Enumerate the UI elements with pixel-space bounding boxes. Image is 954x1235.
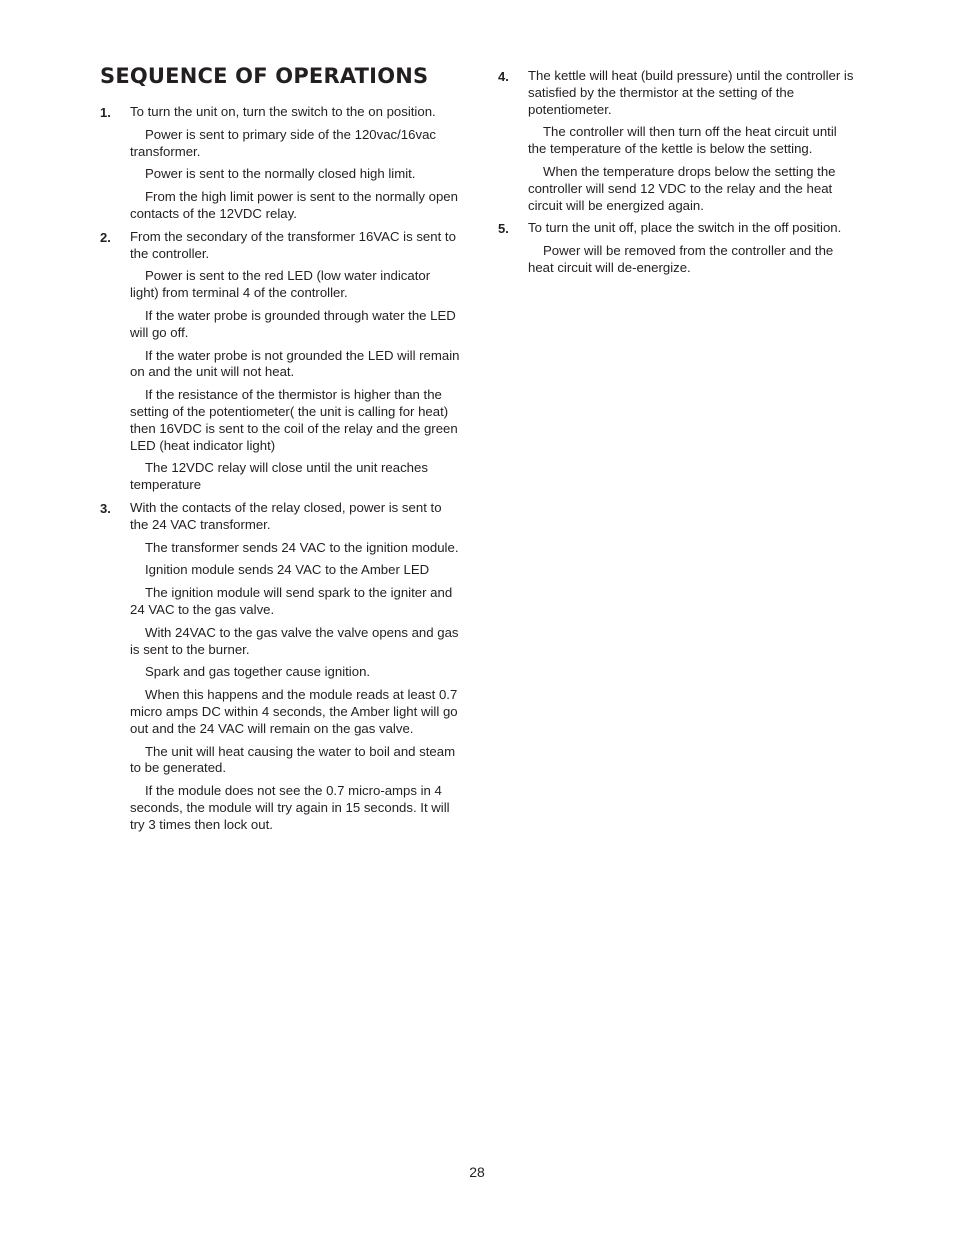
page-title: SEQUENCE OF OPERATIONS: [100, 63, 429, 89]
step-paragraph: When the temperature drops below the setting the controller will send 12 VDC to the relay and the heat circuit will be energized again.: [528, 163, 836, 213]
step-3: [100, 500, 460, 834]
step-paragraph: The 12VDC relay will close until the unit reaches temperature: [130, 460, 428, 493]
steps-list-left: [100, 104, 460, 839]
step-paragraph: If the module does not see the 0.7 micro-amps in 4 seconds, the module will try again in 15 seconds. It will try 3 times then lock out.: [130, 783, 450, 832]
step-number: 3.: [100, 500, 111, 516]
step-4: [498, 68, 854, 214]
step-paragraph: With the contacts of the relay closed, power is sent to the 24 VAC transformer.: [130, 499, 442, 532]
steps-list-right: [498, 68, 854, 283]
step-paragraph: Power is sent to the red LED (low water indicator light) from terminal 4 of the controller.: [130, 268, 431, 301]
step-paragraph: Power is sent to primary side of the 120vac/16vac transformer.: [130, 126, 437, 159]
step-paragraph: Ignition module sends 24 VAC to the Amber LED: [145, 562, 430, 578]
step-paragraph: If the water probe is grounded through water the LED will go off.: [130, 307, 456, 340]
step-paragraph: To turn the unit off, place the switch in the off position.: [528, 220, 842, 236]
step-paragraph: When this happens and the module reads at least 0.7 micro amps DC within 4 seconds, the Amber light will go out and the 24 VAC will remain on the gas valve.: [130, 687, 458, 736]
step-paragraph: The unit will heat causing the water to boil and steam to be generated.: [130, 743, 456, 776]
step-paragraph: If the water probe is not grounded the LED will remain on and the unit will not heat.: [130, 347, 460, 380]
step-paragraph: To turn the unit on, turn the switch to the on position.: [130, 104, 436, 119]
step-number: 4.: [498, 69, 509, 84]
step-number: 5.: [498, 221, 509, 237]
step-2: [100, 229, 460, 494]
step-paragraph: The kettle will heat (build pressure) until the controller is satisfied by the thermistor at the setting of the potentiometer.: [528, 68, 854, 117]
step-number: 2.: [100, 229, 111, 245]
step-paragraph: From the high limit power is sent to the normally open contacts of the 12VDC relay.: [130, 189, 458, 221]
step-paragraph: From the secondary of the transformer 16VAC is sent to the controller.: [130, 228, 456, 261]
step-number: 1.: [100, 105, 111, 120]
step-paragraph: Power will be removed from the controller and the heat circuit will de-energize.: [528, 243, 834, 275]
page-number: 28: [469, 1164, 485, 1180]
step-paragraph: With 24VAC to the gas valve the valve opens and gas is sent to the burner.: [130, 624, 459, 657]
step-paragraph: The ignition module will send spark to the igniter and 24 VAC to the gas valve.: [130, 585, 453, 617]
step-paragraph: Power is sent to the normally closed high limit.: [145, 166, 416, 182]
step-paragraph: Spark and gas together cause ignition.: [145, 664, 371, 680]
step-paragraph: The controller will then turn off the heat circuit until the temperature of the kettle is below the setting.: [528, 124, 837, 157]
step-5: [498, 220, 854, 276]
step-1: [100, 104, 460, 223]
step-paragraph: If the resistance of the thermistor is higher than the setting of the potentiometer( the unit is calling for heat) then 16VDC is sent to the coil of the relay and the green LED (heat indicator light): [130, 387, 458, 453]
step-paragraph: The transformer sends 24 VAC to the ignition module.: [145, 539, 459, 555]
